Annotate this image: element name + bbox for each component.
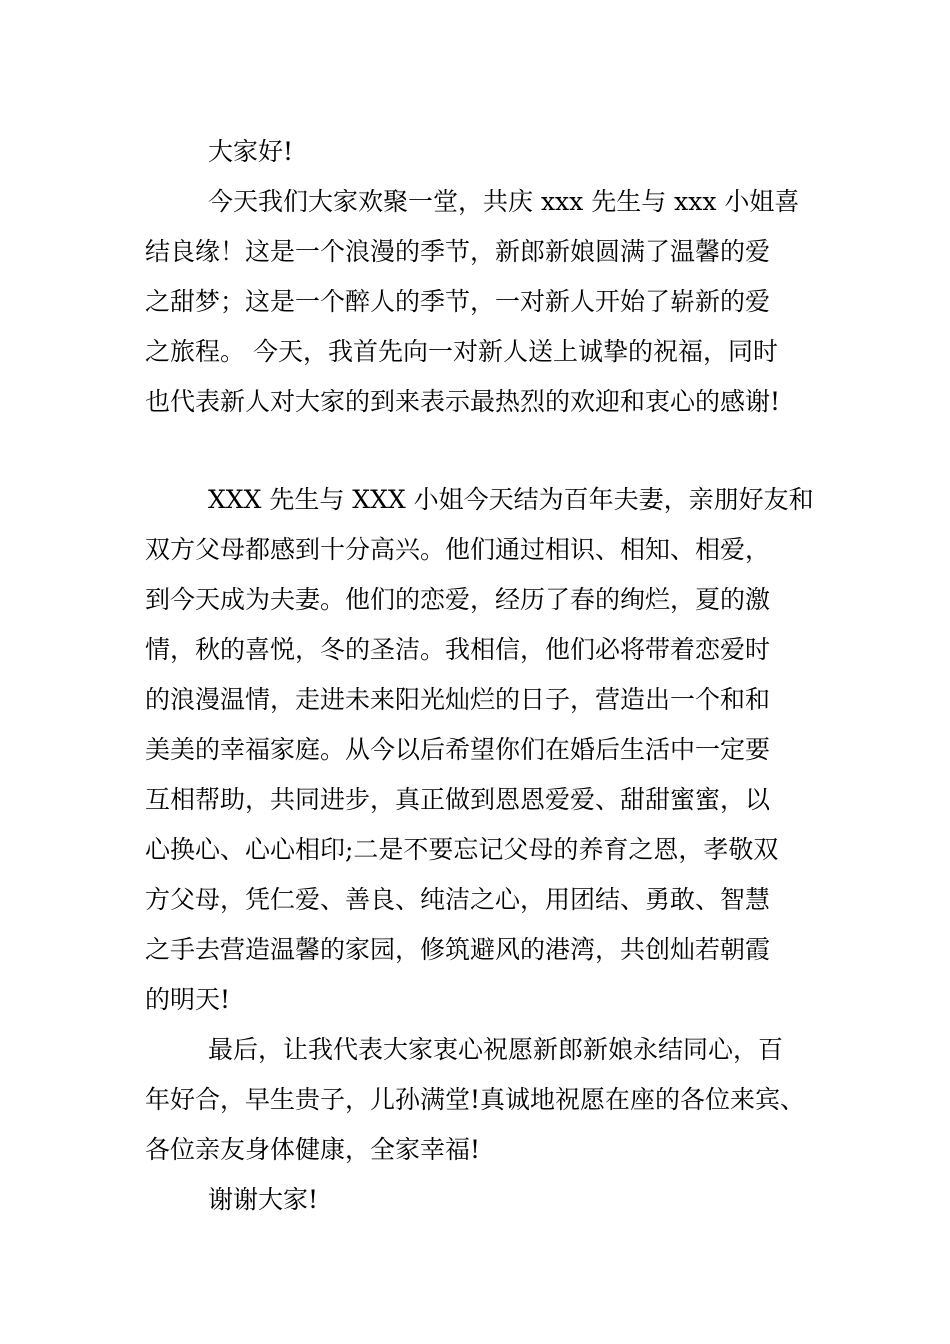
paragraph-1-line: 结良缘！这是一个浪漫的季节，新郎新娘圆满了温馨的爱 xyxy=(145,237,771,266)
paragraph-2-line: 美美的幸福家庭。从今以后希望你们在婚后生活中一定要 xyxy=(145,735,771,764)
paragraph-2-line: 的浪漫温情，走进未来阳光灿烂的日子，营造出一个和和 xyxy=(145,685,771,714)
closing-line: 谢谢大家! xyxy=(208,1185,319,1214)
paragraph-2-line: 互相帮助，共同进步，真正做到恩恩爱爱、甜甜蜜蜜，以 xyxy=(145,785,771,814)
paragraph-2-line: 双方父母都感到十分高兴。他们通过相识、相知、相爱， xyxy=(145,535,771,564)
paragraph-3-line: 各位亲友身体健康，全家幸福! xyxy=(145,1135,481,1164)
paragraph-2-line: 心换心、心心相印;二是不要忘记父母的养育之恩，孝敬双 xyxy=(145,835,779,864)
greeting-line: 大家好! xyxy=(208,137,294,166)
paragraph-2-line: 之手去营造温馨的家园，修筑避风的港湾，共创灿若朝霞 xyxy=(145,935,771,964)
paragraph-1-line: 也代表新人对大家的到来表示最热烈的欢迎和衷心的感谢! xyxy=(145,387,781,416)
paragraph-3-line: 最后，让我代表大家衷心祝愿新郎新娘永结同心，百 xyxy=(208,1035,784,1064)
paragraph-1-line: 之旅程。 今天，我首先向一对新人送上诚挚的祝福，同时 xyxy=(145,337,778,366)
paragraph-1-line: 之甜梦；这是一个醉人的季节，一对新人开始了崭新的爱 xyxy=(145,287,771,316)
paragraph-2-line: XXX 先生与 XXX 小姐今天结为百年夫妻，亲朋好友和 xyxy=(208,485,814,514)
paragraph-1-line: 今天我们大家欢聚一堂，共庆 xxx 先生与 xxx 小姐喜 xyxy=(208,187,800,216)
paragraph-2-line: 情，秋的喜悦，冬的圣洁。我相信，他们必将带着恋爱时 xyxy=(145,635,771,664)
paragraph-2-line: 的明天! xyxy=(145,985,231,1014)
paragraph-2-line: 到今天成为夫妻。他们的恋爱，经历了春的绚烂，夏的激 xyxy=(145,585,771,614)
paragraph-2-line: 方父母，凭仁爱、善良、纯洁之心，用团结、勇敢、智慧 xyxy=(145,885,771,914)
paragraph-3-line: 年好合，早生贵子，儿孙满堂!真诚地祝愿在座的各位来宾、 xyxy=(145,1085,806,1114)
